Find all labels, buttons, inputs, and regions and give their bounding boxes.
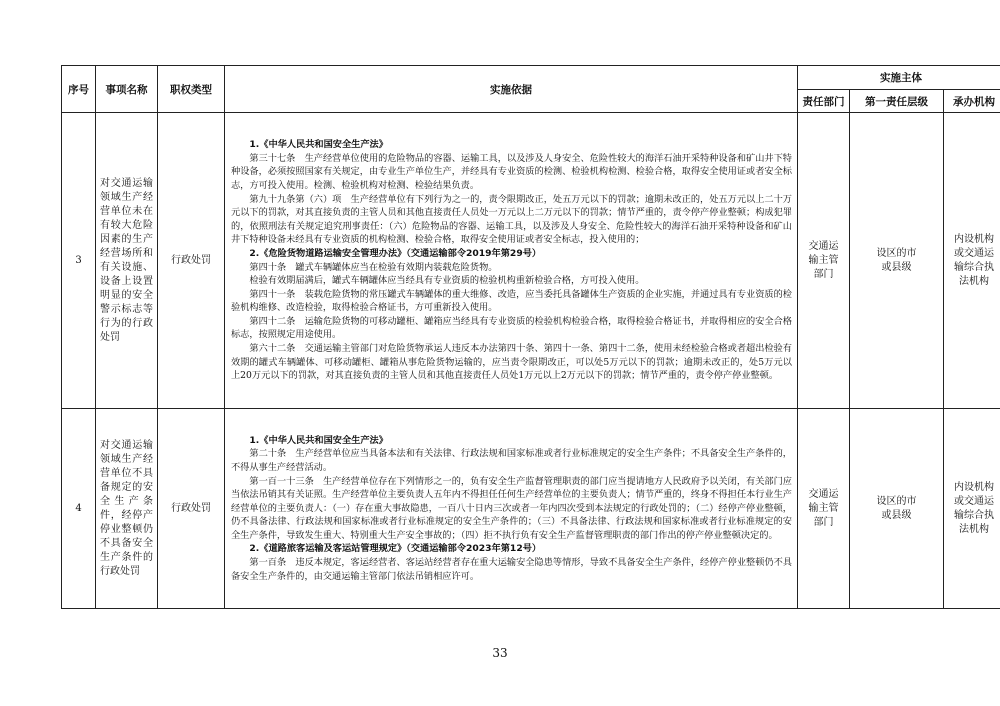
header-dept: 责任部门 (798, 90, 850, 113)
header-power-type: 职权类型 (158, 66, 225, 113)
law-article: 检验有效期届满后，罐式车辆罐体应当经具有专业资质的检验机构重新检验合格，方可投入使用。 (249, 275, 645, 287)
row-seq: 3 (62, 113, 96, 409)
law-title: 2.《危险货物道路运输安全管理办法》（交通运输部令2019年第29号） (249, 247, 542, 259)
law-article: 第一百一十三条 生产经营单位存在下列情形之一的，负有安全生产监督管理职责的部门应当提请地方人民政府予以关闭，有关部门应当依法吊销其有关证照。生产经营单位主要负责人五年内不得担任任何生产经营单位的主要负责人；情节严重的，终身不得担任本行业生产经营单位的主要负责人：（一）存在重大事故隐患，一百八十日内三次或者一年内四次受到本法规定的行政处罚的；（二）经停产停业整顿，仍不具备法律、行政法规和国家标准或者行业标准规定的安全生产条件的；（三）不具备法律、行政法规和国家标准或者行业标准规定的安全生产条件，导致发生重大、特别重大生产安全事故的；（四）拒不执行负有安全生产监督管理职责的部门作出的停产停业整顿决定的。 (231, 475, 792, 541)
law-article: 第四十条 罐式车辆罐体应当在检验有效期内装载危险货物。 (249, 261, 498, 273)
row-agency: 内设机构或交通运输综合执法机构 (944, 409, 1000, 609)
row-dept: 交通运输主管部门 (798, 113, 850, 409)
row-item-name: 对交通运输领域生产经营单位未在有较大危险因素的生产经营场所和有关设施、设备上设置明显的安全警示标志等行为的行政处罚 (96, 113, 158, 409)
row-power-type: 行政处罚 (158, 409, 225, 609)
law-article: 第二十条 生产经营单位应当具备本法和有关法律、行政法规和国家标准或者行业标准规定的安全生产条件；不具备安全生产条件的，不得从事生产经营活动。 (231, 448, 792, 473)
law-title: 1.《中华人民共和国安全生产法》 (249, 434, 388, 446)
row-dept: 交通运输主管部门 (798, 409, 850, 609)
header-seq: 序号 (62, 66, 96, 113)
row-power-type: 行政处罚 (158, 113, 225, 409)
law-article: 第四十一条 装载危险货物的常压罐式车辆罐体的重大维修、改造，应当委托具备罐体生产资质的企业实施，并通过具有专业资质的检验机构维修、改造检验，取得检验合格证书，方可重新投入使用。 (231, 288, 792, 314)
law-article: 第六十二条 交通运输主管部门对危险货物承运人违反本办法第四十条、第四十一条、第四十二条，使用未经检验合格或者超出检验有效期的罐式车辆罐体、可移动罐柜、罐箱从事危险货物运输的，应当责令限期改正，可以处5万元以下的罚款；逾期未改正的，处5万元以上20万元以下的罚款，对其直接负责的主管人员和其他直接责任人员处1万元以上2万元以下的罚款；情节严重的，责令停产停业整顿。 (231, 343, 792, 382)
law-title: 1.《中华人民共和国安全生产法》 (249, 139, 388, 151)
header-subject: 实施主体 (798, 66, 1000, 90)
table-row (62, 113, 1000, 409)
page-number: 33 (492, 646, 508, 660)
table-row (62, 409, 1000, 609)
header-basis: 实施依据 (225, 66, 798, 113)
regulation-table (61, 65, 1000, 609)
row-basis (225, 409, 798, 609)
law-article: 第四十二条 运输危险货物的可移动罐柜、罐箱应当经具有专业资质的检验机构检验合格，取得检验合格证书，并取得相应的安全合格标志，按照规定用途使用。 (231, 315, 792, 341)
law-title: 2.《道路旅客运输及客运站管理规定》（交通运输部令2023年第12号） (249, 543, 542, 555)
law-article: 第九十九条第（六）项 生产经营单位有下列行为之一的，责令限期改正，处五万元以下的罚款；逾期未改正的，处五万元以上二十万元以下的罚款，对其直接负责的主管人员和其他直接责任人员处一万元以上二万元以下的罚款；情节严重的，责令停产停业整顿；构成犯罪的，依照刑法有关规定追究刑事责任：（六）危险物品的容器、运输工具，以及涉及人身安全、危险性较大的海洋石油开采特种设备和矿山井下特种设备未经具有专业资质的机构检测、检验合格，取得安全使用证或者安全标志，投入使用的； (231, 193, 792, 246)
header-agency: 承办机构 (944, 90, 1000, 113)
law-article: 第三十七条 生产经营单位使用的危险物品的容器、运输工具，以及涉及人身安全、危险性较大的海洋石油开采特种设备和矿山井下特种设备，必须按照国家有关规定，由专业生产单位生产，并经具有专业资质的检测、检验机构检测、检验合格，取得安全使用证或者安全标志，方可投入使用。检测、检验机构对检测、检验结果负责。 (231, 152, 792, 191)
row-item-name: 对交通运输领域生产经营单位不具备规定的安全生产条件，经停产停业整顿仍不具备安全生产条件的行政处罚 (96, 409, 158, 609)
row-level: 设区的市或县级 (850, 113, 944, 409)
header-level: 第一责任层级 (850, 90, 944, 113)
law-article: 第一百条 违反本规定，客运经营者、客运站经营者存在重大运输安全隐患等情形，导致不具备安全生产条件，经停产停业整顿仍不具备安全生产条件的，由交通运输主管部门依法吊销相应许可。 (231, 557, 792, 582)
row-agency: 内设机构或交通运输综合执法机构 (944, 113, 1000, 409)
header-item-name: 事项名称 (96, 66, 158, 113)
row-level: 设区的市或县级 (850, 409, 944, 609)
row-basis (225, 113, 798, 409)
row-seq: 4 (62, 409, 96, 609)
